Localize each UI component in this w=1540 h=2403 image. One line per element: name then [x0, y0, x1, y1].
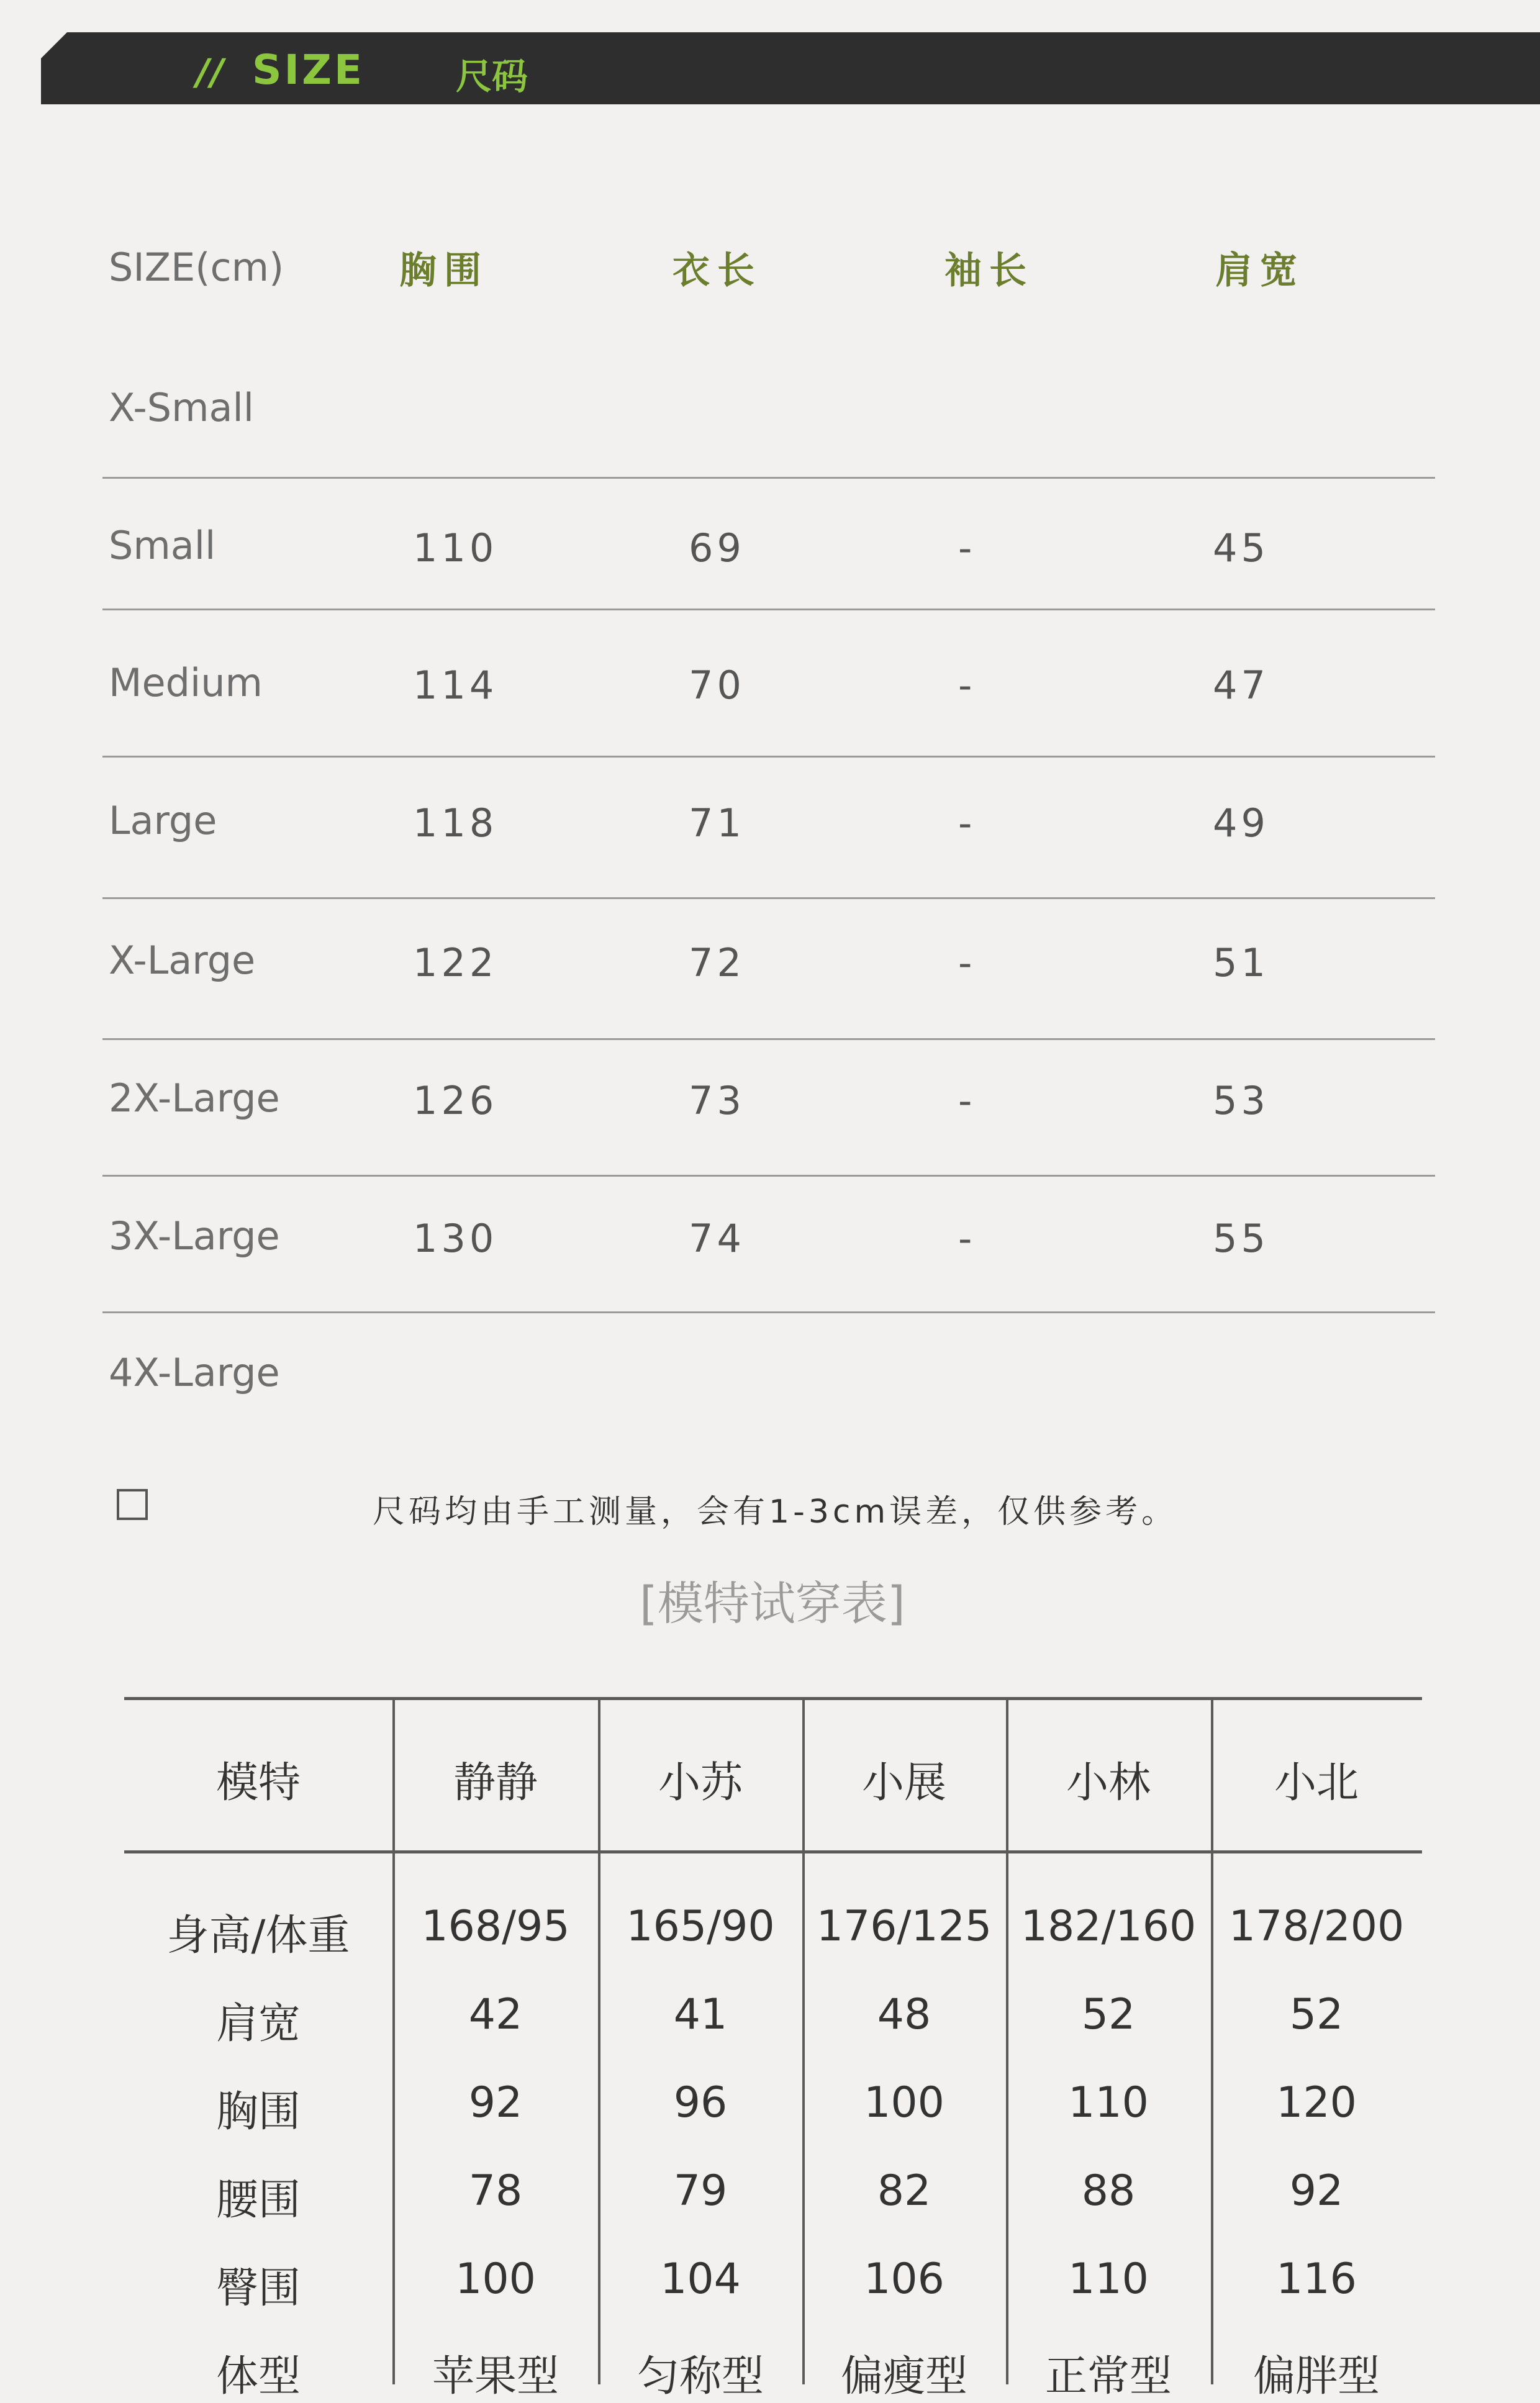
row-divider [102, 897, 1435, 899]
table-header-rule [124, 1850, 1422, 1853]
header-size: SIZE(cm) [109, 245, 284, 290]
header-model-name: 小北 [1274, 1758, 1359, 1808]
length-value: 70 [689, 663, 745, 708]
sleeve-value: - [958, 1216, 976, 1261]
model-value: 79 [673, 2166, 728, 2215]
acknowledge-checkbox[interactable] [117, 1489, 148, 1520]
model-value: 116 [1276, 2255, 1357, 2304]
row-label: 腰围 [215, 2176, 301, 2225]
model-value: 偏胖型 [1252, 2352, 1380, 2401]
row-label: 身高/体重 [166, 1911, 350, 1960]
row-label: 胸围 [215, 2088, 301, 2137]
header-model-name: 静静 [453, 1758, 538, 1808]
sleeve-value: - [958, 663, 976, 708]
model-value: 100 [455, 2255, 536, 2304]
length-value: 71 [689, 800, 745, 846]
header-shoulder: 肩宽 [1215, 249, 1305, 292]
model-value: 120 [1276, 2078, 1357, 2127]
model-value: 苹果型 [432, 2352, 559, 2401]
row-divider [102, 609, 1435, 610]
model-value: 110 [1068, 2255, 1149, 2304]
header-model-name: 小林 [1066, 1758, 1151, 1808]
size-label: X-Small [109, 385, 254, 430]
model-value: 168/95 [421, 1902, 570, 1951]
size-label: X-Large [109, 938, 256, 983]
model-value: 106 [864, 2255, 944, 2304]
model-value: 48 [877, 1990, 931, 2039]
size-label: 2X-Large [109, 1075, 280, 1121]
chest-value: 118 [413, 800, 498, 846]
header-model-name: 小展 [861, 1758, 946, 1808]
shoulder-value: 45 [1213, 525, 1269, 571]
sleeve-value: - [958, 940, 976, 985]
model-value: 100 [864, 2078, 944, 2127]
row-label: 肩宽 [215, 1999, 301, 2048]
header-model-name: 小苏 [658, 1758, 743, 1808]
banner-slash-mark: // [196, 51, 225, 93]
chest-value: 126 [413, 1078, 498, 1123]
row-divider [102, 756, 1435, 758]
row-divider [102, 1175, 1435, 1177]
shoulder-value: 49 [1213, 800, 1269, 846]
model-value: 110 [1068, 2078, 1149, 2127]
chest-value: 122 [413, 940, 498, 985]
header-length: 衣长 [673, 249, 762, 292]
sleeve-value: - [958, 800, 976, 846]
model-value: 92 [1289, 2166, 1344, 2215]
header-chest: 胸围 [399, 249, 489, 292]
row-label: 体型 [215, 2352, 301, 2401]
chest-value: 110 [413, 525, 498, 571]
banner-subtitle: 尺码 [456, 55, 528, 97]
row-divider [102, 477, 1435, 479]
model-value: 正常型 [1044, 2352, 1172, 2401]
model-value: 176/125 [816, 1902, 992, 1951]
size-label: Small [109, 523, 216, 568]
header-sleeve: 袖长 [944, 249, 1034, 292]
model-value: 104 [660, 2255, 741, 2304]
table-top-rule [124, 1697, 1422, 1700]
sleeve-value: - [958, 525, 976, 571]
shoulder-value: 55 [1213, 1216, 1269, 1261]
chest-value: 130 [413, 1216, 498, 1261]
measurement-note: 尺码均由手工测量，会有1-3cm误差，仅供参考。 [373, 1493, 1178, 1531]
row-divider [102, 1311, 1435, 1313]
length-value: 69 [689, 525, 745, 571]
model-value: 匀称型 [636, 2352, 764, 2401]
model-value: 52 [1081, 1990, 1136, 2039]
model-value: 178/200 [1228, 1902, 1405, 1951]
model-value: 偏瘦型 [840, 2352, 967, 2401]
model-value: 82 [877, 2166, 931, 2215]
model-value: 41 [673, 1990, 728, 2039]
sleeve-value: - [958, 1078, 976, 1123]
model-value: 96 [673, 2078, 728, 2127]
length-value: 74 [689, 1216, 745, 1261]
chest-value: 114 [413, 663, 498, 708]
row-divider [102, 1038, 1435, 1040]
size-label: 4X-Large [109, 1350, 280, 1395]
row-label: 臀围 [215, 2264, 301, 2313]
header-model: 模特 [215, 1758, 301, 1808]
shoulder-value: 47 [1213, 663, 1269, 708]
shoulder-value: 51 [1213, 940, 1269, 985]
model-value: 182/160 [1020, 1902, 1197, 1951]
length-value: 73 [689, 1078, 745, 1123]
model-fitting-table [124, 1697, 1422, 2401]
model-value: 92 [468, 2078, 523, 2127]
size-label: Large [109, 798, 217, 843]
model-value: 52 [1289, 1990, 1344, 2039]
shoulder-value: 53 [1213, 1078, 1269, 1123]
length-value: 72 [689, 940, 745, 985]
size-label: Medium [109, 660, 263, 705]
model-value: 42 [468, 1990, 523, 2039]
size-label: 3X-Large [109, 1213, 280, 1259]
model-value: 88 [1081, 2166, 1136, 2215]
model-value: 78 [468, 2166, 523, 2215]
model-value: 165/90 [626, 1902, 775, 1951]
model-table-title: [模特试穿表] [640, 1577, 905, 1631]
banner-title: SIZE [252, 46, 365, 94]
